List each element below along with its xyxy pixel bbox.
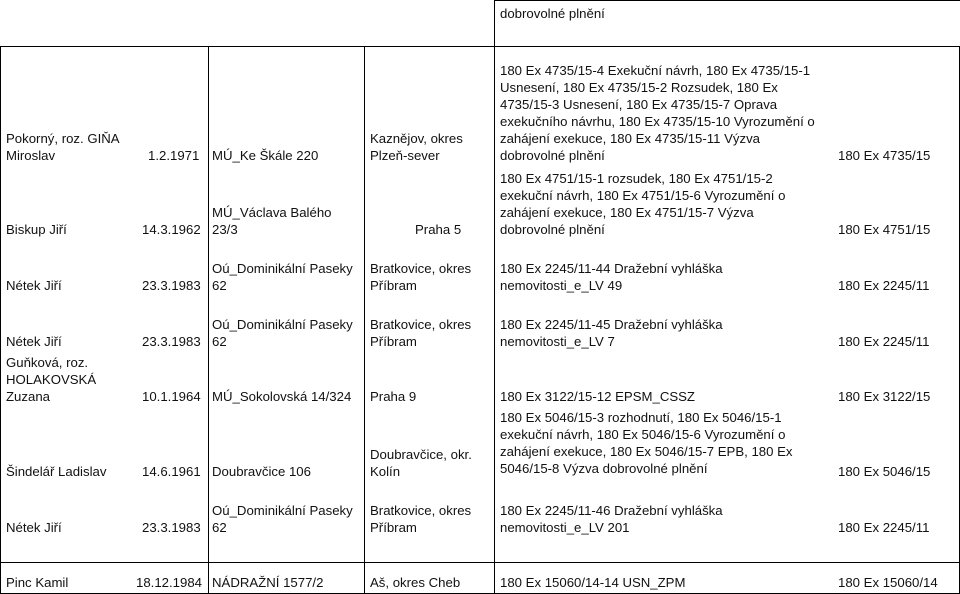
birth-date: 10.1.1964: [142, 389, 201, 404]
address-cell: Oú_Dominikální Paseky 62: [212, 261, 353, 293]
description-cell: 180 Ex 5046/15-3 rozhodnutí, 180 Ex 5046/15-1 exekuční návrh, 180 Ex 5046/15-6 Vyrozumění o zahájení exekuce, 180 Ex 5046/15-7 EPB, 180 Ex 5046/15-8 Výzva dobrovolné plnění: [500, 410, 793, 476]
birth-date: 14.3.1962: [142, 222, 201, 237]
column-divider: [0, 46, 1, 594]
name-cell: Pokorný, roz. GIŇA Miroslav: [6, 131, 120, 163]
column-divider: [494, 0, 495, 46]
case-number: 180 Ex 15060/14: [838, 575, 938, 590]
birth-date: 1.2.1971: [148, 148, 200, 163]
name-cell: Nétek Jiří: [6, 334, 62, 349]
name-cell: Šindelář Ladislav: [6, 464, 107, 479]
case-number: 180 Ex 4751/15: [838, 222, 931, 237]
address-cell: MÚ_Sokolovská 14/324: [212, 389, 352, 404]
column-divider: [364, 46, 365, 594]
place-cell: Doubravčice, okr. Kolín: [370, 447, 472, 479]
name-cell: Guňková, roz. HOLAKOVSKÁ Zuzana: [6, 355, 97, 404]
birth-date: 23.3.1983: [142, 334, 201, 349]
place-cell: Aš, okres Cheb: [370, 575, 461, 590]
row-divider: [0, 562, 960, 563]
description-cell: 180 Ex 4735/15-4 Exekuční návrh, 180 Ex 4735/15-1 Usnesení, 180 Ex 4735/15-2 Rozsudek, 180 Ex 4735/15-3 Usnesení, 180 Ex 4735/15-7 Oprava exekučního návrhu, 180 Ex 4735/15-10 Vyrozumění o zahájení exekuce, 180 Ex 4735/15-11 Výzva dobrovolné plnění: [500, 63, 815, 163]
case-number: 180 Ex 5046/15: [838, 464, 931, 479]
case-number: 180 Ex 3122/15: [838, 389, 931, 404]
place-cell: Kaznějov, okres Plzeň-sever: [370, 131, 463, 163]
address-cell: Oú_Dominikální Paseky 62: [212, 317, 353, 349]
place-cell: Praha 9: [370, 389, 417, 404]
case-number: 180 Ex 4735/15: [838, 148, 931, 163]
birth-date: 18.12.1984: [136, 575, 203, 590]
description-cell: 180 Ex 4751/15-1 rozsudek, 180 Ex 4751/15-2 exekuční návrh, 180 Ex 4751/15-6 Vyrozumění o zahájení exekuce, 180 Ex 4751/15-7 Výzva dobrovolné plnění: [500, 171, 786, 237]
address-cell: Oú_Dominikální Paseky 62: [212, 503, 353, 535]
name-cell: Nétek Jiří: [6, 520, 62, 535]
birth-date: 23.3.1983: [142, 520, 201, 535]
description-cell: 180 Ex 2245/11-45 Dražební vyhláška nemovitosti_e_LV 7: [500, 317, 723, 349]
case-number: 180 Ex 2245/11: [838, 520, 930, 535]
description-cell: 180 Ex 2245/11-44 Dražební vyhláška nemovitosti_e_LV 49: [500, 261, 723, 293]
case-number: 180 Ex 2245/11: [838, 334, 930, 349]
place-cell: Bratkovice, okres Příbram: [370, 503, 472, 535]
address-cell: MÚ_Václava Balého 23/3: [212, 205, 332, 237]
place-cell: Praha 5: [415, 222, 462, 237]
address-cell: MÚ_Ke Škále 220: [212, 148, 319, 163]
row-divider: [0, 46, 960, 47]
name-cell: Nétek Jiří: [6, 278, 62, 293]
address-cell: Doubravčice 106: [212, 464, 311, 479]
description-cell: 180 Ex 2245/11-46 Dražební vyhláška nemovitosti_e_LV 201: [500, 503, 723, 535]
column-divider: [494, 46, 495, 594]
place-cell: Bratkovice, okres Příbram: [370, 317, 472, 349]
row-divider: [494, 0, 960, 1]
description-cell: 180 Ex 3122/15-12 EPSM_CSSZ: [500, 389, 695, 404]
previous-page-fragment: dobrovolné plnění: [500, 6, 605, 21]
place-cell: Bratkovice, okres Příbram: [370, 261, 472, 293]
case-number: 180 Ex 2245/11: [838, 278, 930, 293]
name-cell: Biskup Jiří: [6, 222, 67, 237]
birth-date: 23.3.1983: [142, 278, 201, 293]
description-cell: 180 Ex 15060/14-14 USN_ZPM: [500, 575, 686, 590]
name-cell: Pinc Kamil: [6, 575, 69, 590]
address-cell: NÁDRAŽNÍ 1577/2: [212, 575, 324, 590]
birth-date: 14.6.1961: [142, 464, 201, 479]
column-divider: [208, 46, 209, 594]
